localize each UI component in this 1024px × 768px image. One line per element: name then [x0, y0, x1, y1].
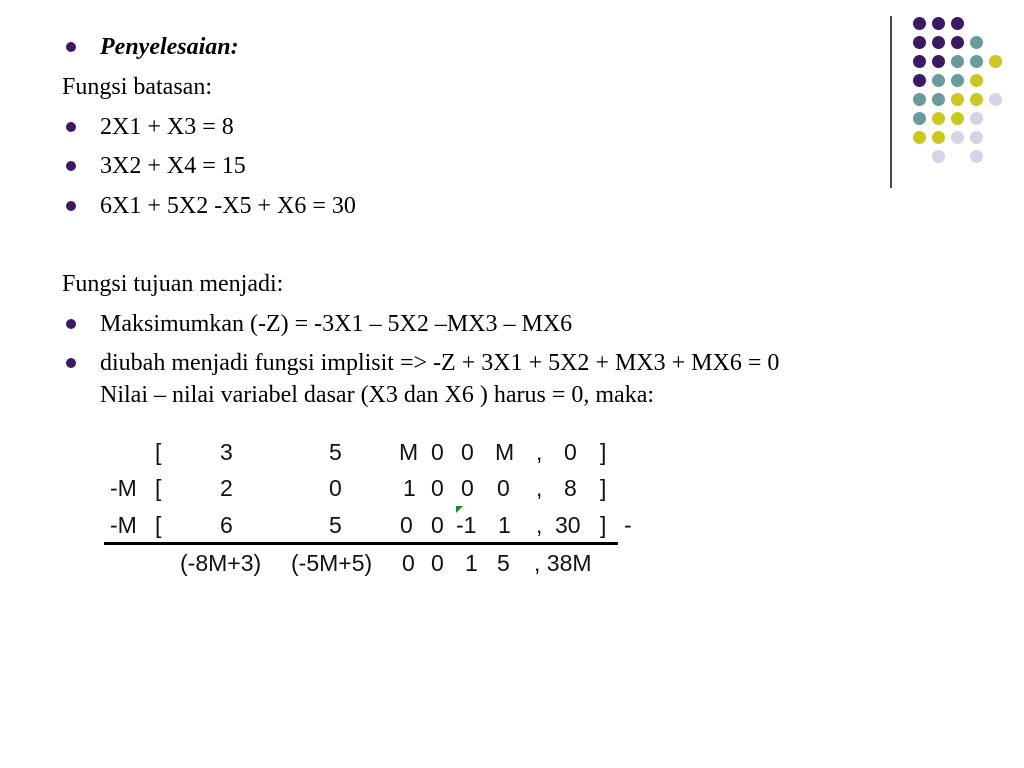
constraint-item: 2X1 + X3 = 8: [100, 114, 234, 140]
matrix-cell: M: [399, 439, 419, 465]
constraint-item: 3X2 + X4 = 15: [100, 153, 246, 179]
matrix-cell: ]: [600, 439, 607, 465]
matrix-cell: 0: [431, 512, 444, 538]
matrix-cell: M: [495, 439, 515, 465]
result-cell: 0: [402, 550, 415, 576]
matrix-cell: ]: [600, 512, 607, 538]
matrix-cell: 5: [329, 512, 342, 538]
result-cell: (-5M+5): [291, 550, 373, 576]
result-cell: , 38M: [534, 550, 592, 576]
matrix-cell: 0: [329, 475, 342, 501]
objective-label: Fungsi tujuan menjadi:: [62, 271, 284, 297]
comment-marker-icon: [456, 506, 463, 513]
matrix-cell: 2: [220, 475, 233, 501]
matrix-cell: [: [155, 439, 162, 465]
note: Nilai – nilai variabel dasar (X3 dan X6 ) harus = 0, maka:: [100, 382, 655, 408]
sum-rule: [104, 542, 618, 545]
matrix-cell: 0: [400, 512, 413, 538]
matrix-cell: 0: [461, 475, 474, 501]
matrix-cell: 6: [220, 512, 233, 538]
matrix-cell: 8: [564, 475, 577, 501]
heading: Penyelesaian:: [100, 34, 239, 60]
matrix-cell: 1: [498, 512, 511, 538]
matrix-cell: ,: [536, 439, 543, 465]
matrix-cell: 0: [431, 439, 444, 465]
result-cell: (-8M+3): [180, 550, 262, 576]
matrix-cell: 5: [329, 439, 342, 465]
constraint-item: 6X1 + 5X2 -X5 + X6 = 30: [100, 193, 356, 219]
subtract-sign: -: [624, 512, 632, 538]
row-multiplier: -M: [110, 475, 137, 501]
objective-item: diubah menjadi fungsi implisit => -Z + 3X1 + 5X2 + MX3 + MX6 = 0: [100, 350, 780, 376]
result-cell: 1: [465, 550, 478, 576]
matrix-cell: 0: [497, 475, 510, 501]
objective-item: Maksimumkan (-Z) = -3X1 – 5X2 –MX3 – MX6: [100, 311, 573, 337]
result-cell: 5: [497, 550, 510, 576]
matrix-cell: 0: [564, 439, 577, 465]
matrix-cell: 30: [555, 512, 581, 538]
matrix-cell: [: [155, 512, 162, 538]
matrix-cell: ]: [600, 475, 607, 501]
matrix-cell: ,: [536, 475, 543, 501]
result-cell: 0: [431, 550, 444, 576]
matrix-cell: ,: [536, 512, 543, 538]
matrix-cell: 0: [461, 439, 474, 465]
matrix-cell: 1: [403, 475, 416, 501]
matrix-cell: 3: [220, 439, 233, 465]
matrix-cell: -1: [456, 512, 477, 538]
constraints-label: Fungsi batasan:: [62, 74, 212, 100]
matrix-cell: [: [155, 475, 162, 501]
row-multiplier: -M: [110, 512, 137, 538]
matrix-cell: 0: [431, 475, 444, 501]
